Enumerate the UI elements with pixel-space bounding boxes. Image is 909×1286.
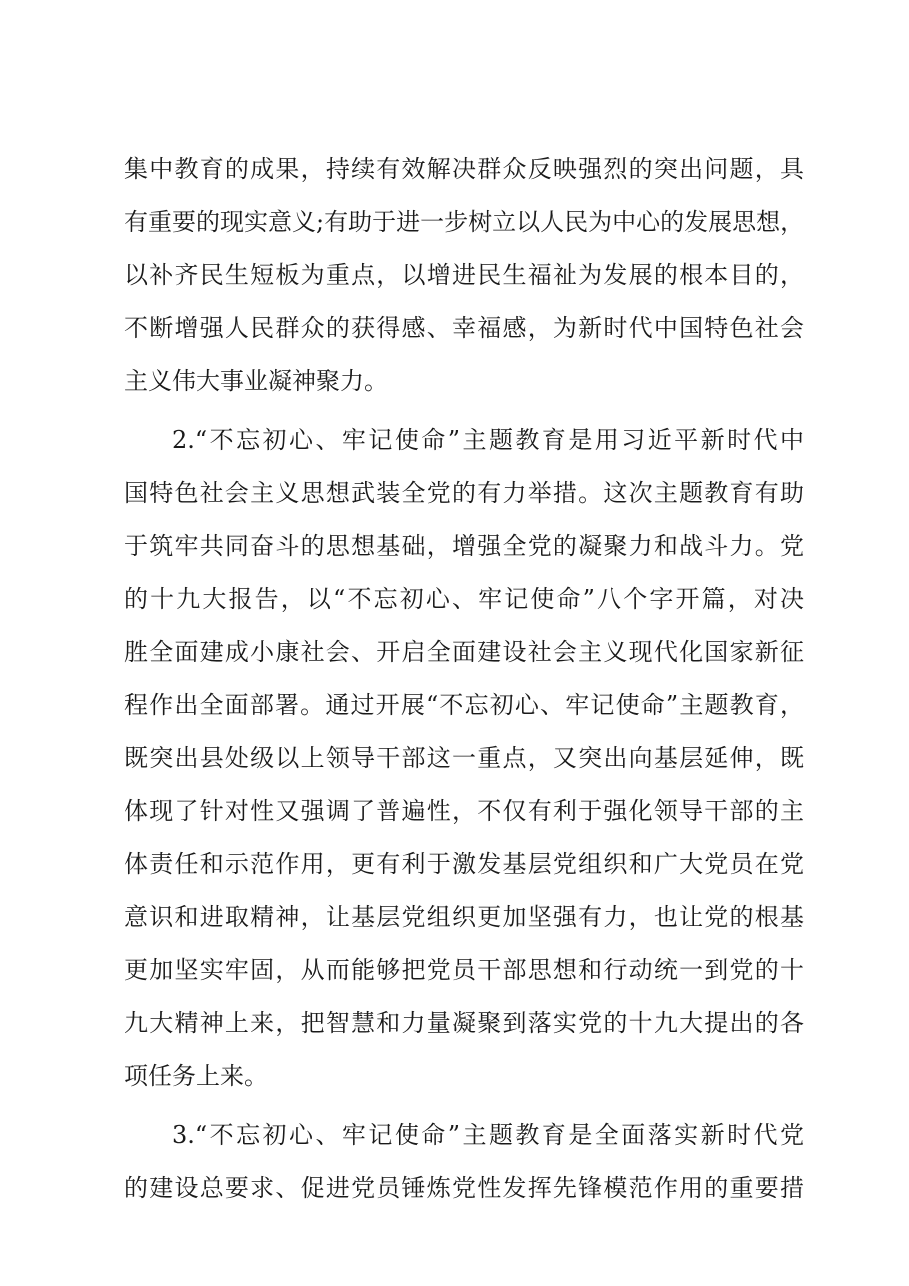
paragraph-2 xyxy=(124,414,804,1103)
paragraph-line: 有重要的现实意义;有助于进一步树立以人民为中心的发展思想， xyxy=(124,208,805,236)
paragraph-line: 的建设总要求、促进党员锤炼党性发挥先锋模范作用的重要措 xyxy=(124,1174,804,1202)
paragraph-1 xyxy=(124,143,804,408)
paragraph-line: 意识和进取精神，让基层党组织更加坚强有力，也让党的根基 xyxy=(124,903,804,931)
paragraph-line: 以补齐民生短板为重点，以增进民生福祉为发展的根本目的， xyxy=(124,261,804,289)
paragraph-line: 3.“不忘初心、牢记使命”主题教育是全面落实新时代党 xyxy=(172,1121,804,1149)
paragraph-line: 国特色社会主义思想武装全党的有力举措。这次主题教育有助 xyxy=(124,479,804,507)
paragraph-line: 的十九大报告，以“不忘初心、牢记使命”八个字开篇，对决 xyxy=(124,585,804,613)
paragraph-line: 程作出全面部署。通过开展“不忘初心、牢记使命”主题教育， xyxy=(124,691,804,719)
paragraph-line: 不断增强人民群众的获得感、幸福感，为新时代中国特色社会 xyxy=(124,314,804,342)
paragraph-line: 项任务上来。 xyxy=(124,1062,268,1090)
paragraph-line: 集中教育的成果，持续有效解决群众反映强烈的突出问题，具 xyxy=(124,155,804,183)
paragraph-3 xyxy=(124,1109,804,1215)
paragraph-line: 九大精神上来，把智慧和力量凝聚到落实党的十九大提出的各 xyxy=(124,1009,804,1037)
paragraph-line: 主义伟大事业凝神聚力。 xyxy=(124,367,388,395)
paragraph-line: 更加坚实牢固，从而能够把党员干部思想和行动统一到党的十 xyxy=(124,956,804,984)
paragraph-line: 2.“不忘初心、牢记使命”主题教育是用习近平新时代中 xyxy=(172,426,804,454)
paragraph-line: 既突出县处级以上领导干部这一重点，又突出向基层延伸，既 xyxy=(124,744,804,772)
paragraph-line: 体现了针对性又强调了普遍性，不仅有利于强化领导干部的主 xyxy=(124,797,804,825)
document-body xyxy=(124,143,804,1215)
paragraph-line: 于筑牢共同奋斗的思想基础，增强全党的凝聚力和战斗力。党 xyxy=(124,532,804,560)
paragraph-line: 体责任和示范作用，更有利于激发基层党组织和广大党员在党 xyxy=(124,850,804,878)
paragraph-line: 胜全面建成小康社会、开启全面建设社会主义现代化国家新征 xyxy=(124,638,804,666)
